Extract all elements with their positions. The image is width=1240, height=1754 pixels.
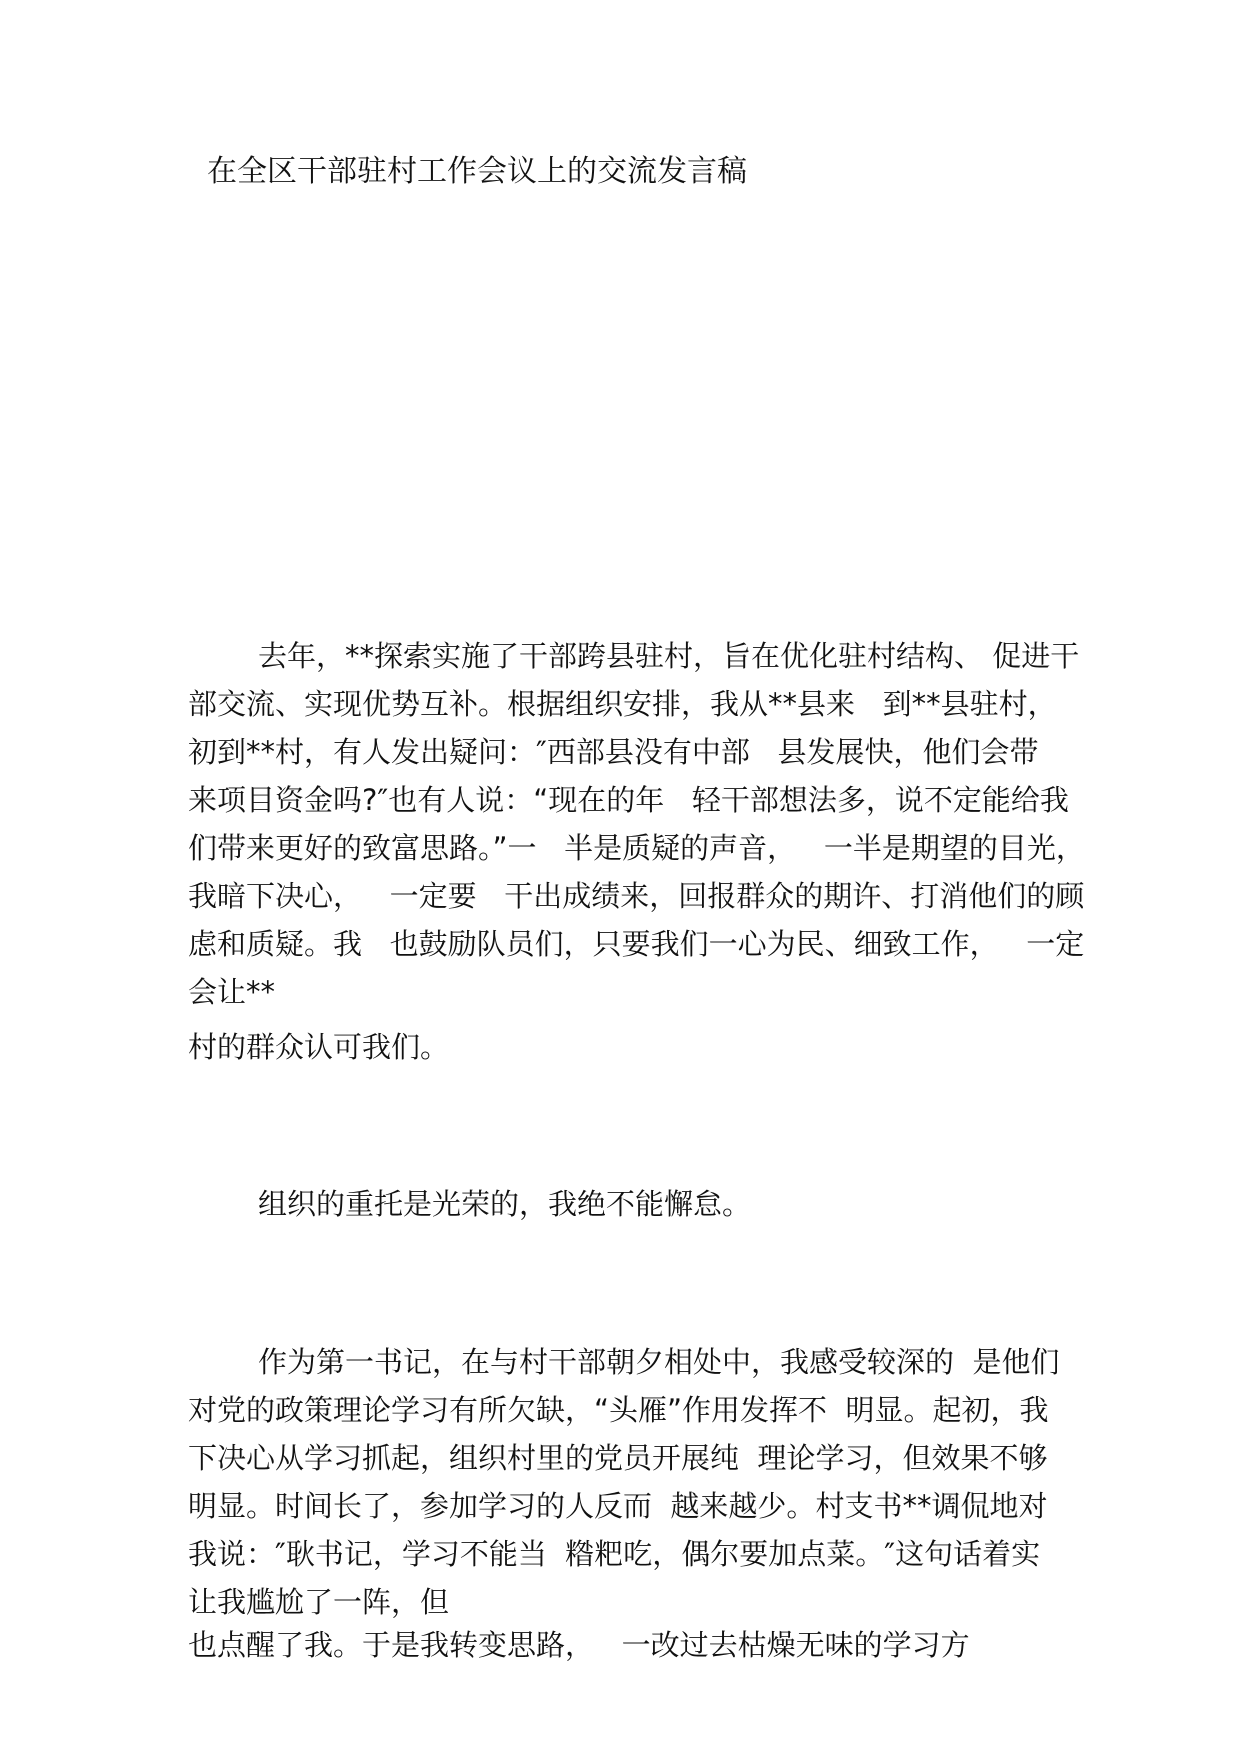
paragraph-line: 们带来更好的致富思路。”一 半是质疑的声音， 一半是期望的目光， [188, 831, 1085, 865]
paragraph-line: 我暗下决心， 一定要 干出成绩来，回报群众的期许、打消他们的顾 [188, 879, 1085, 913]
paragraph-line: 去年，**探索实施了干部跨县驻村，旨在优化驻村结构、 促进干 [258, 639, 1080, 673]
paragraph-line: 也点醒了我。于是我转变思路， 一改过去枯燥无味的学习方 [188, 1628, 970, 1662]
paragraph-line: 下决心从学习抓起，组织村里的党员开展纯 理论学习，但效果不够 [188, 1441, 1048, 1475]
paragraph-line: 作为第一书记，在与村干部朝夕相处中，我感受较深的 是他们 [258, 1345, 1060, 1379]
paragraph-1-tail [188, 1023, 1068, 1071]
paragraph-line: 部交流、实现优势互补。根据组织安排，我从**县来 到**县驻村， [188, 687, 1057, 721]
paragraph-line: 组织的重托是光荣的，我绝不能懈怠。 [258, 1187, 752, 1221]
paragraph-line: 我说：″耿书记，学习不能当 糌粑吃，偶尔要加点菜。″这句话着实 [188, 1537, 1041, 1571]
paragraph-line: 让我尴尬了一阵，但 [188, 1585, 450, 1619]
paragraph-line: 虑和质疑。我 也鼓励队员们，只要我们一心为民、细致工作， 一定 [188, 927, 1085, 961]
paragraph-line: 来项目资金吗?″也有人说：“现在的年 轻干部想法多，说不定能给我 [188, 783, 1069, 817]
paragraph-line: 明显。时间长了，参加学习的人反而 越来越少。村支书**调侃地对 [188, 1489, 1048, 1523]
paragraph-line: 会让** [188, 975, 276, 1009]
paragraph-line: 对党的政策理论学习有所欠缺，“头雁”作用发挥不 明显。起初，我 [188, 1393, 1049, 1427]
document-title: 在全区干部驻村工作会议上的交流发言稿 [207, 154, 747, 189]
paragraph-1 [188, 632, 1085, 1016]
paragraph-3-tail [188, 1621, 1068, 1669]
paragraph-line: 初到**村，有人发出疑问：″西部县没有中部 县发展快，他们会带 [188, 735, 1039, 769]
paragraph-3 [188, 1338, 1068, 1626]
paragraph-line: 村的群众认可我们。 [188, 1030, 450, 1064]
paragraph-2 [188, 1180, 1068, 1228]
